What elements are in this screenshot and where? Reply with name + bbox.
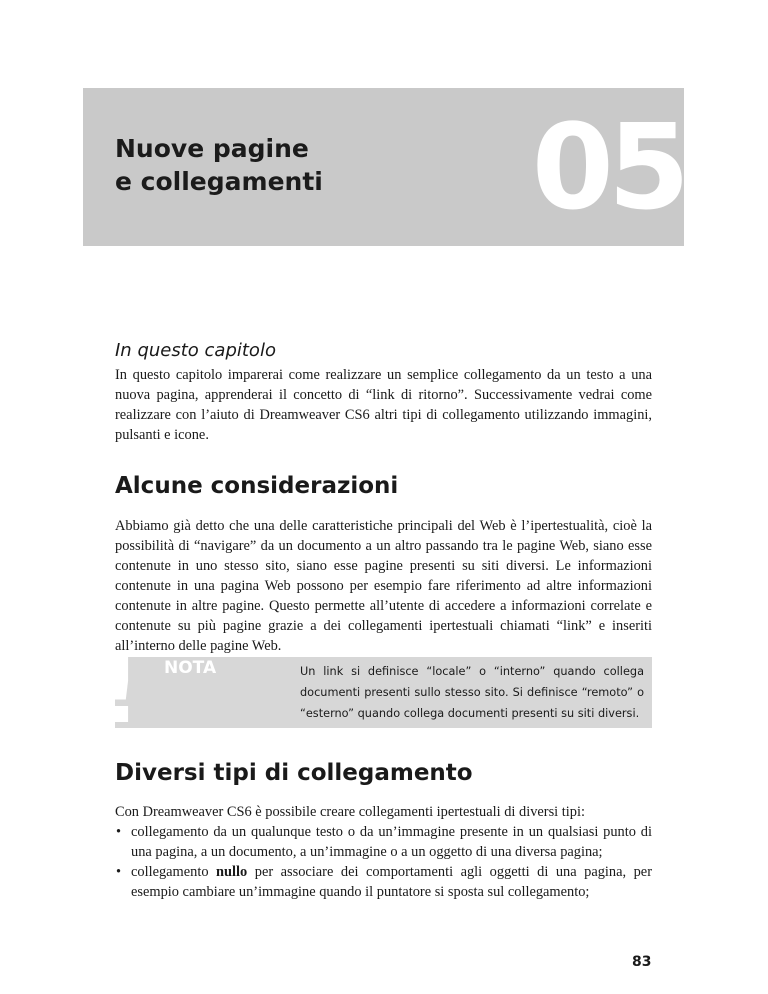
list-item-bold-term: nullo [216,864,248,880]
list-item [115,862,652,902]
page-number: 83 [632,954,652,970]
chapter-title [115,132,323,198]
note-label: NOTA [164,658,217,678]
link-types-intro: Con Dreamweaver CS6 è possibile creare collegamenti ipertestuali di diversi tipi: [115,804,585,820]
chapter-number: 05 [531,98,684,236]
chapter-title-line-2: e collegamenti [115,167,323,196]
chapter-title-line-1: Nuove pagine [115,134,309,163]
list-item-text-after: per associare dei comportamenti agli oggetti di una pagina, per esempio cambiare un’immagine quando il puntatore si sposta sul collegamento; [131,864,652,900]
intro-paragraph: In questo capitolo imparerai come realizzare un semplice collegamento da un testo a una nuova pagina, apprenderai il concetto di “link di ritorno”. Successivamente vedrai come realizzare con l’aiuto di Dreamweaver CS6 altri tipi di collegamento utilizzando immagini, pulsanti e icone. [115,367,652,443]
exclamation-icon: ! [99,637,141,744]
list-item [115,822,652,862]
list-item-text: collegamento da un qualunque testo o da un’immagine presente in un qualsiasi punto di una pagina, a un documento, a un’immagine o a un oggetto di una diversa pagina; [131,824,652,860]
considerations-paragraph: Abbiamo già detto che una delle caratteristiche principali del Web è l’ipertestualità, cioè la possibilità di “navigare” da un documento a un altro passando tra le pagine Web, siano esse contenute in uno stesso sito, siano esse pagine presenti su siti diversi. Le informazioni contenute in una pagina Web possono per esempio fare riferimento ad altre informazioni contenute in altre pagine. Questo permette all’utente di accedere a informazioni correlate e contenute su più pagine grazie a dei collegamenti ipertestuali chiamati “link” e inseriti all’interno delle pagine Web. [115,518,652,654]
link-types-list [115,822,652,902]
chapter-header [83,88,684,246]
section-heading-considerations: Alcune considerazioni [115,473,399,499]
section-heading-link-types: Diversi tipi di collegamento [115,760,473,786]
note-text: Un link si definisce “locale” o “interno” quando collega documenti presenti sullo stesso sito. Si definisce “remoto” o “esterno” quando collega documenti presenti su siti diversi. [300,665,644,720]
in-this-chapter-heading: In questo capitolo [115,340,276,361]
list-item-text-before: collegamento [131,864,217,880]
